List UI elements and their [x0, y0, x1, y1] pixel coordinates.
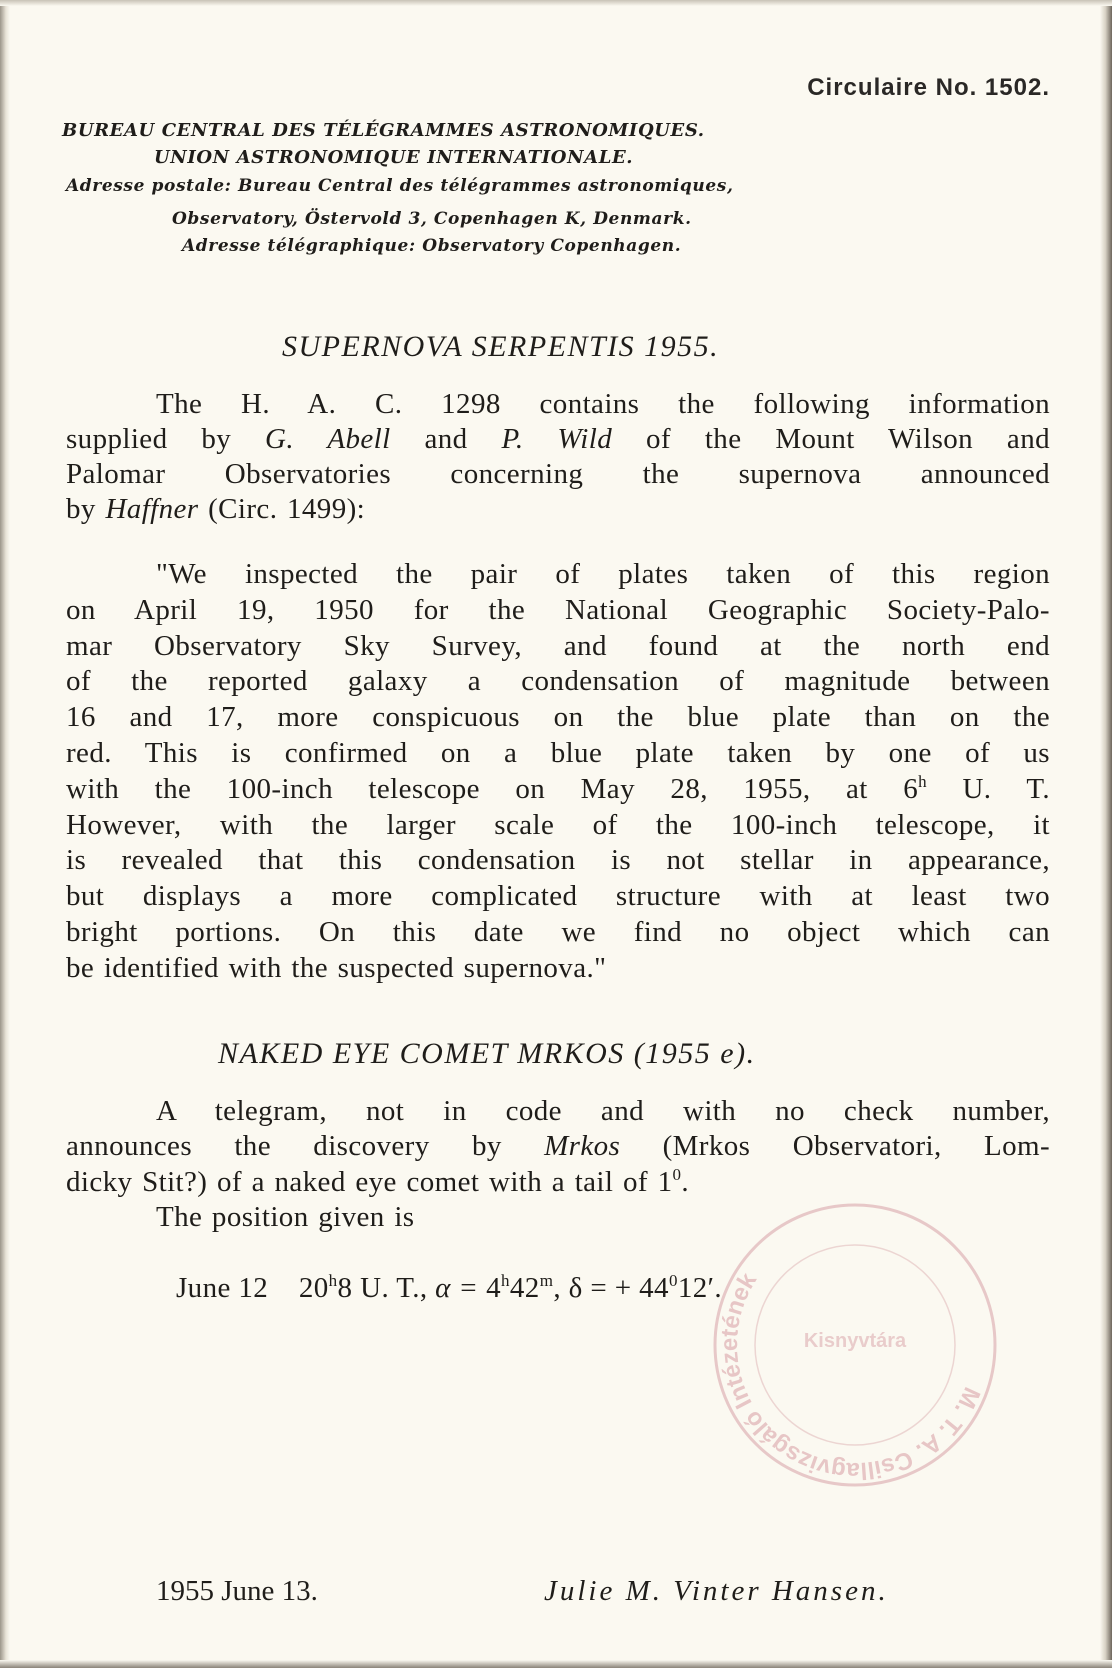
- text-segment: .: [681, 1166, 690, 1198]
- text-segment: The position given is: [156, 1201, 415, 1233]
- text-segment: but displays a more complicated structure with at least two: [66, 880, 1050, 913]
- ra-minutes: 42: [509, 1272, 540, 1304]
- text-segment: A telegram, not in code and with no check number,: [156, 1095, 1050, 1127]
- text-line: [66, 664, 1050, 698]
- text-line: [66, 422, 1050, 456]
- text-line: [66, 457, 1050, 491]
- circular-number: Circulaire No. 1502.: [807, 74, 1050, 101]
- text-segment: supplied by: [66, 423, 266, 455]
- text-segment: announces the discovery by: [66, 1130, 545, 1162]
- text-line: [66, 915, 1050, 949]
- italic-name: G. Abell: [265, 423, 391, 455]
- page-edge-top: [0, 0, 1112, 6]
- text-line: [66, 736, 1050, 770]
- supernova-title: SUPERNOVA SERPENTIS 1955.: [282, 330, 720, 363]
- postal-address-1: Adresse postale: Bureau Central des télégrammes astronomiques,: [66, 176, 734, 196]
- position-date: June 12: [176, 1272, 269, 1304]
- text-segment: red. This is confirmed on a blue plate taken by one of us: [66, 737, 1050, 769]
- text-line: [66, 700, 1050, 734]
- text-segment: The H. A. C. 1298 contains the following information: [156, 388, 1050, 420]
- text-segment: on April 19, 1950 for the National Geographic Society-Palo-: [66, 593, 1050, 626]
- comet-position: [176, 1272, 722, 1305]
- text-segment: (Mrkos Observatori, Lom-: [620, 1130, 1051, 1162]
- page-edge-right: [1100, 0, 1112, 1668]
- page-edge-bottom: [0, 1660, 1112, 1668]
- ra-hours-unit: h: [500, 1271, 510, 1290]
- position-time-hours: 20: [298, 1272, 329, 1304]
- dec-minutes: 12′.: [677, 1272, 723, 1304]
- text-line: [66, 843, 1050, 877]
- page-edge-left: [0, 0, 10, 1668]
- library-stamp: [705, 1195, 1005, 1495]
- text-line: [66, 772, 1050, 806]
- time-unit: h: [328, 1271, 338, 1290]
- text-line: [66, 593, 1050, 627]
- text-segment: of the reported galaxy a condensation of magnitude between: [66, 665, 1050, 698]
- text-segment: and: [390, 423, 502, 455]
- text-line: [156, 1094, 1050, 1128]
- text-line: [156, 557, 1050, 591]
- text-segment: 0: [672, 1165, 682, 1184]
- text-segment: (Circ. 1499):: [198, 493, 366, 525]
- text-segment: Palomar Observatories concerning the supernova announced: [66, 458, 1050, 490]
- postal-address-2: Observatory, Östervold 3, Copenhagen K, Denmark.: [172, 209, 692, 229]
- text-line: [66, 1165, 689, 1199]
- dec-degrees: 44: [639, 1272, 669, 1304]
- comet-title: NAKED EYE COMET MRKOS (1955 e).: [218, 1037, 756, 1070]
- text-line: [66, 1129, 1050, 1163]
- text-segment: mar Observatory Sky Survey, and found at the north end: [66, 629, 1050, 662]
- text-line: [156, 387, 1050, 421]
- text-segment: However, with the larger scale of the 100-inch telescope, it: [66, 808, 1050, 841]
- ra-minutes-unit: m: [539, 1271, 554, 1290]
- text-segment: h: [918, 771, 927, 791]
- text-segment: is revealed that this condensation is not stellar in appearance,: [66, 844, 1050, 877]
- text-line: [66, 879, 1050, 913]
- italic-name: Mrkos: [544, 1130, 621, 1162]
- text-segment: dicky Stit?) of a naked eye comet with a tail of 1: [66, 1166, 673, 1198]
- text-segment: of the Mount Wilson and: [612, 423, 1051, 455]
- text-line: [156, 1200, 1050, 1234]
- ra-label: α =: [435, 1272, 479, 1304]
- text-line: [66, 951, 606, 985]
- signature: Julie M. Vinter Hansen.: [544, 1575, 889, 1607]
- text-segment: bright portions. On this date we find no object which can: [66, 916, 1050, 948]
- svg-text:M. T. A. Csillagvizsgáló Intéz: M. T. A. Csillagvizsgáló Intézetének: [715, 1268, 986, 1485]
- text-segment: "We inspected the pair of plates taken of this region: [156, 558, 1050, 590]
- bureau-name: BUREAU CENTRAL DES TÉLÉGRAMMES ASTRONOMIQUES.: [62, 120, 705, 141]
- text-line: [66, 629, 1050, 663]
- text-segment: with the 100-inch telescope on May 28, 1955, at 6: [66, 772, 919, 805]
- text-segment: U. T.: [927, 772, 1050, 805]
- issue-date: 1955 June 13.: [156, 1575, 318, 1607]
- text-line: [66, 492, 365, 526]
- svg-text:Kisnyvtára: Kisnyvtára: [803, 1330, 907, 1352]
- time-system: U. T.,: [360, 1272, 428, 1304]
- text-segment: by: [66, 493, 106, 525]
- text-segment: 16 and 17, more conspicuous on the blue plate than on the: [66, 701, 1050, 734]
- text-segment: be identified with the suspected supernova.": [66, 951, 607, 984]
- ra-hours: 4: [486, 1272, 501, 1304]
- dec-label: , δ = +: [553, 1272, 632, 1304]
- text-line: [66, 808, 1050, 842]
- dec-degrees-unit: 0: [668, 1271, 678, 1290]
- telegraphic-address: Adresse télégraphique: Observatory Copenhagen.: [182, 236, 682, 256]
- italic-name: P. Wild: [501, 423, 613, 455]
- italic-name: Haffner: [105, 493, 199, 525]
- union-name: UNION ASTRONOMIQUE INTERNATIONALE.: [154, 147, 634, 168]
- position-time-fraction: 8: [337, 1272, 353, 1304]
